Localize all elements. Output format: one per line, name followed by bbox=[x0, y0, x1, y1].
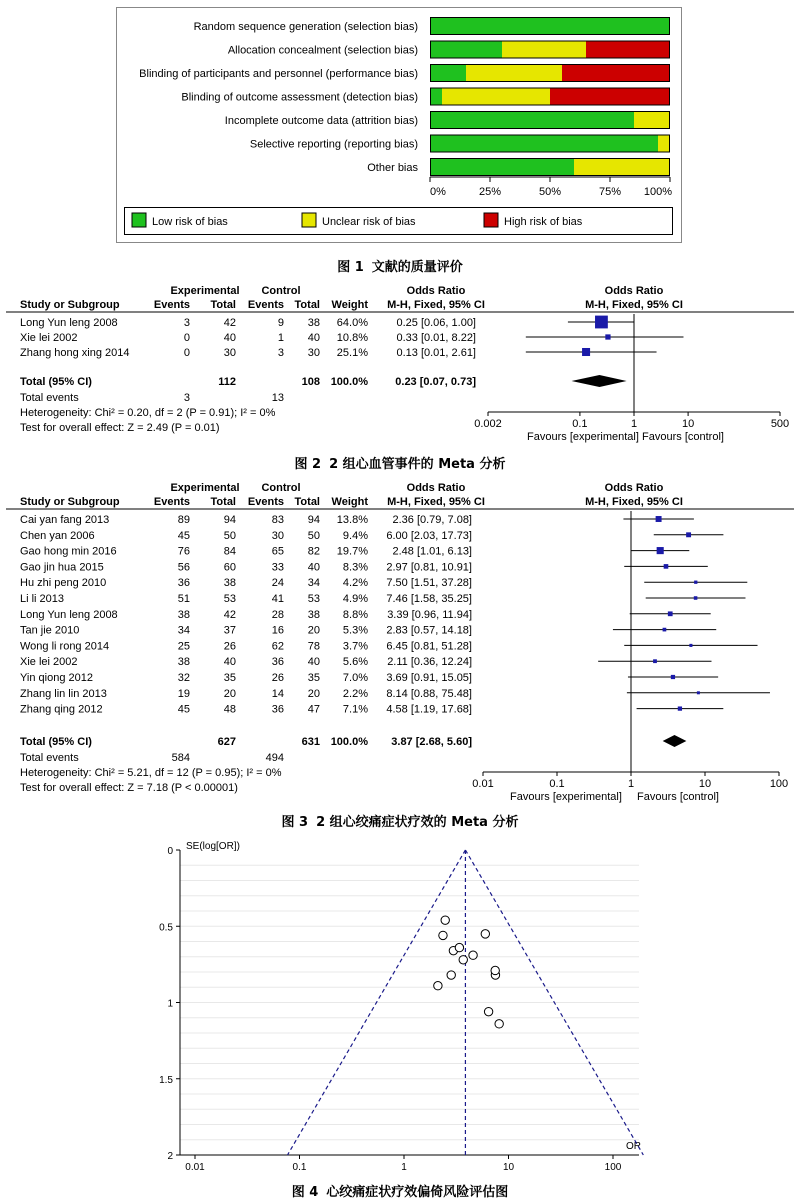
domain-label: Selective reporting (reporting bias) bbox=[249, 138, 418, 151]
c-events: 30 bbox=[271, 529, 284, 542]
axis-tick-label: 0% bbox=[430, 186, 446, 198]
study-marker bbox=[689, 644, 692, 647]
bar-low bbox=[430, 111, 634, 129]
weight: 3.7% bbox=[342, 640, 368, 653]
study-point bbox=[491, 966, 499, 974]
pooled-diamond bbox=[663, 735, 687, 747]
domain-label: Incomplete outcome data (attrition bias) bbox=[224, 115, 418, 127]
bar-low bbox=[430, 158, 574, 176]
study-name: Yin qiong 2012 bbox=[20, 672, 93, 684]
x-tick-label: 0.1 bbox=[292, 1162, 307, 1173]
e-events: 51 bbox=[177, 593, 190, 605]
study-name: Hu zhi peng 2010 bbox=[20, 577, 107, 590]
or-ci: 2.83 [0.57, 14.18] bbox=[386, 624, 472, 637]
study-name: Zhang qing 2012 bbox=[20, 703, 103, 716]
e-total: 20 bbox=[223, 687, 236, 700]
y-tick-label: 1 bbox=[167, 998, 173, 1010]
or-ci: 0.33 [0.01, 8.22] bbox=[396, 332, 476, 344]
e-total: 84 bbox=[223, 545, 236, 558]
e-total: 35 bbox=[223, 672, 236, 684]
c-total-header: Total bbox=[294, 496, 320, 508]
c-events: 28 bbox=[271, 608, 284, 621]
or-ci: 2.97 [0.81, 10.91] bbox=[386, 561, 472, 574]
bar-low bbox=[430, 41, 502, 59]
c-events: 83 bbox=[271, 514, 284, 526]
axis-tick-label: 10 bbox=[698, 778, 712, 790]
e-events: 56 bbox=[177, 561, 190, 574]
y-tick-label: 0.5 bbox=[159, 922, 173, 934]
bar-unclear bbox=[658, 135, 670, 153]
figure1-caption: 图 1 文献的质量评价 bbox=[337, 260, 463, 275]
weight: 8.3% bbox=[342, 561, 368, 574]
weight: 19.7% bbox=[336, 545, 368, 558]
bar-unclear bbox=[634, 111, 670, 129]
study-point bbox=[439, 931, 447, 939]
study-name: Zhang lin lin 2013 bbox=[20, 687, 107, 700]
weight: 25.1% bbox=[336, 347, 368, 359]
or-ci: 7.46 [1.58, 35.25] bbox=[386, 593, 472, 605]
pooled-diamond bbox=[572, 375, 627, 387]
total-weight: 100.0% bbox=[330, 736, 368, 748]
or-col-header: Odds Ratio bbox=[406, 482, 466, 494]
domain-label: Allocation concealment (selection bias) bbox=[227, 44, 418, 57]
axis-tick-label: 100 bbox=[769, 778, 789, 790]
study-point bbox=[441, 916, 449, 924]
overall-effect: Test for overall effect: Z = 2.49 (P = 0.01) bbox=[20, 422, 220, 434]
domain-label: Blinding of outcome assessment (detection bias) bbox=[181, 91, 418, 104]
e-events-header: Events bbox=[153, 299, 190, 311]
heterogeneity: Heterogeneity: Chi² = 0.20, df = 2 (P = 0.91); I² = 0% bbox=[20, 407, 276, 419]
axis-tick-label: 50% bbox=[538, 186, 562, 198]
c-total: 82 bbox=[307, 545, 320, 558]
c-events: 1 bbox=[277, 332, 284, 344]
total-e-total: 627 bbox=[217, 736, 236, 748]
study-marker bbox=[678, 706, 682, 710]
study-point bbox=[434, 982, 442, 990]
or-ci: 6.00 [2.03, 17.73] bbox=[386, 529, 472, 542]
e-total: 60 bbox=[223, 561, 236, 574]
method-header: M-H, Fixed, 95% CI bbox=[387, 496, 485, 508]
study-name: Zhang hong xing 2014 bbox=[20, 347, 130, 359]
c-events: 41 bbox=[271, 593, 284, 605]
total-label: Total (95% CI) bbox=[20, 736, 92, 748]
figure4-caption: 图 4 心绞痛症状疗效偏倚风险评估图 bbox=[291, 1185, 509, 1200]
study-name: Chen yan 2006 bbox=[20, 529, 95, 542]
svg-text:Low risk of bias: Low risk of bias bbox=[152, 216, 228, 228]
study-point bbox=[447, 971, 455, 979]
favours-control: Favours [control] bbox=[637, 791, 719, 803]
x-tick-label: 10 bbox=[502, 1162, 515, 1173]
e-total: 53 bbox=[223, 593, 236, 605]
c-total: 38 bbox=[307, 317, 320, 329]
bar-low bbox=[430, 17, 670, 35]
e-events: 38 bbox=[177, 608, 190, 621]
forest-plot-cardiovascular bbox=[0, 278, 800, 446]
axis-tick-label: 0.1 bbox=[549, 778, 565, 790]
axis-tick-label: 75% bbox=[598, 186, 622, 198]
c-total: 50 bbox=[307, 529, 320, 542]
c-total: 47 bbox=[307, 703, 320, 716]
e-events: 89 bbox=[177, 514, 190, 526]
study-marker bbox=[664, 564, 669, 569]
e-events: 3 bbox=[183, 317, 190, 329]
figure3-caption: 图 3 2 组心绞痛症状疗效的 Meta 分析 bbox=[281, 815, 519, 830]
study-marker bbox=[656, 516, 662, 522]
study-marker bbox=[697, 691, 700, 694]
risk-of-bias-chart bbox=[116, 7, 682, 243]
study-marker bbox=[657, 547, 664, 554]
study-marker bbox=[686, 532, 691, 537]
or-plot-header: Odds Ratio bbox=[604, 285, 664, 297]
c-events: 36 bbox=[271, 656, 284, 669]
domain-label: Random sequence generation (selection bias) bbox=[193, 21, 418, 33]
bar-unclear bbox=[442, 88, 550, 106]
x-tick-label: 0.01 bbox=[185, 1162, 205, 1173]
total-events-e: 584 bbox=[171, 752, 190, 764]
c-events: 65 bbox=[271, 545, 284, 558]
axis-tick-label: 10 bbox=[681, 418, 695, 430]
total-ci: 0.23 [0.07, 0.73] bbox=[395, 376, 476, 388]
weight: 8.8% bbox=[342, 608, 368, 621]
study-header: Study or Subgroup bbox=[20, 496, 120, 508]
y-tick-label: 2 bbox=[167, 1151, 173, 1162]
study-point bbox=[481, 930, 489, 938]
bar-unclear bbox=[502, 41, 586, 59]
or-ci: 2.36 [0.79, 7.08] bbox=[392, 514, 472, 526]
or-ci: 4.58 [1.19, 17.68] bbox=[386, 703, 472, 716]
x-tick-label: 100 bbox=[604, 1162, 622, 1173]
c-events: 14 bbox=[271, 687, 284, 700]
study-name: Xie lei 2002 bbox=[20, 332, 78, 344]
or-ci: 8.14 [0.88, 75.48] bbox=[386, 687, 472, 700]
c-total: 38 bbox=[307, 608, 320, 621]
forest-plot-angina bbox=[0, 475, 800, 805]
axis-tick-label: 0.002 bbox=[474, 418, 502, 430]
c-events: 24 bbox=[271, 577, 284, 590]
e-total: 50 bbox=[223, 529, 236, 542]
study-marker bbox=[668, 611, 673, 616]
c-total: 78 bbox=[307, 640, 320, 653]
favours-experimental: Favours [experimental] bbox=[510, 791, 622, 803]
study-marker bbox=[595, 316, 608, 329]
domain-label: Other bias bbox=[367, 162, 418, 174]
axis-tick-label: 1 bbox=[627, 778, 635, 790]
bar-high bbox=[550, 88, 670, 106]
method-plot-header: M-H, Fixed, 95% CI bbox=[585, 299, 683, 311]
e-events: 32 bbox=[177, 672, 190, 684]
weight: 7.1% bbox=[342, 703, 368, 716]
study-name: Long Yun leng 2008 bbox=[20, 317, 118, 329]
total-label: Total (95% CI) bbox=[20, 376, 92, 388]
e-total: 48 bbox=[223, 703, 236, 716]
total-events-e: 3 bbox=[183, 392, 190, 404]
total-c-total: 108 bbox=[301, 376, 320, 388]
c-events-header: Events bbox=[247, 299, 284, 311]
e-events: 34 bbox=[177, 624, 190, 637]
svg-text:High risk of bias: High risk of bias bbox=[504, 216, 583, 228]
x-tick-label: 1 bbox=[401, 1162, 407, 1173]
c-total: 34 bbox=[307, 577, 320, 590]
or-ci: 2.11 [0.36, 12.24] bbox=[387, 656, 472, 669]
study-name: Tan jie 2010 bbox=[20, 624, 80, 637]
total-e-total: 112 bbox=[218, 376, 236, 388]
c-total: 20 bbox=[307, 624, 320, 637]
c-total: 53 bbox=[307, 593, 320, 605]
c-events: 16 bbox=[271, 624, 284, 637]
axis-tick-label: 1 bbox=[630, 418, 638, 430]
study-name: Li li 2013 bbox=[20, 593, 65, 605]
study-name: Xie lei 2002 bbox=[20, 656, 78, 669]
study-marker bbox=[663, 628, 667, 632]
or-ci: 3.69 [0.91, 15.05] bbox=[386, 672, 472, 684]
control-header: Control bbox=[261, 285, 301, 297]
study-marker bbox=[605, 334, 610, 339]
method-header: M-H, Fixed, 95% CI bbox=[387, 299, 485, 311]
study-marker bbox=[582, 348, 590, 356]
favours-experimental: Favours [experimental] bbox=[527, 431, 639, 443]
weight: 5.6% bbox=[342, 656, 368, 669]
c-total: 20 bbox=[307, 687, 320, 700]
bar-unclear bbox=[466, 64, 562, 82]
c-total: 40 bbox=[307, 656, 320, 669]
weight: 10.8% bbox=[336, 332, 368, 344]
x-axis-label: OR bbox=[626, 1141, 641, 1152]
or-col-header: Odds Ratio bbox=[406, 285, 466, 297]
c-events: 26 bbox=[271, 672, 284, 684]
or-ci: 3.39 [0.96, 11.94] bbox=[387, 608, 472, 621]
weight: 4.2% bbox=[342, 577, 368, 590]
or-ci: 2.48 [1.01, 6.13] bbox=[392, 545, 472, 558]
total-events-c: 494 bbox=[265, 752, 284, 764]
e-events: 36 bbox=[177, 577, 190, 590]
c-total: 30 bbox=[307, 347, 320, 359]
axis-tick-label: 0.1 bbox=[572, 418, 588, 430]
e-events: 45 bbox=[177, 529, 190, 542]
total-events-label: Total events bbox=[20, 752, 79, 764]
overall-effect: Test for overall effect: Z = 7.18 (P < 0.00001) bbox=[20, 782, 238, 794]
experimental-header: Experimental bbox=[170, 482, 240, 494]
weight-header: Weight bbox=[331, 496, 368, 508]
study-point bbox=[469, 951, 477, 959]
weight: 4.9% bbox=[342, 593, 368, 605]
bar-high bbox=[562, 64, 670, 82]
e-events: 25 bbox=[177, 640, 190, 653]
weight: 5.3% bbox=[342, 624, 368, 637]
or-ci: 7.50 [1.51, 37.28] bbox=[386, 577, 472, 590]
e-events-header: Events bbox=[153, 496, 190, 508]
domain-label: Blinding of participants and personnel (performance bias) bbox=[139, 68, 418, 80]
study-point bbox=[484, 1007, 492, 1015]
e-total: 40 bbox=[223, 656, 236, 669]
c-total: 40 bbox=[307, 332, 320, 344]
e-total: 42 bbox=[223, 317, 236, 329]
study-point bbox=[459, 956, 467, 964]
c-events: 62 bbox=[271, 640, 284, 653]
study-name: Long Yun leng 2008 bbox=[20, 608, 118, 621]
study-marker bbox=[694, 581, 697, 584]
e-total: 37 bbox=[223, 624, 236, 637]
axis-tick-label: 0.01 bbox=[472, 778, 494, 790]
or-ci: 6.45 [0.81, 51.28] bbox=[386, 640, 472, 653]
c-events-header: Events bbox=[247, 496, 284, 508]
funnel-plot bbox=[120, 835, 680, 1175]
e-total: 26 bbox=[223, 640, 236, 653]
axis-tick-label: 100% bbox=[643, 186, 672, 198]
e-total-header: Total bbox=[210, 299, 236, 311]
or-ci: 0.25 [0.06, 1.00] bbox=[396, 317, 476, 329]
c-total-header: Total bbox=[294, 299, 320, 311]
weight: 9.4% bbox=[342, 529, 368, 542]
total-ci: 3.87 [2.68, 5.60] bbox=[391, 736, 472, 748]
total-weight: 100.0% bbox=[330, 376, 368, 388]
e-events: 45 bbox=[177, 703, 190, 716]
e-events: 0 bbox=[183, 347, 190, 359]
or-ci: 0.13 [0.01, 2.61] bbox=[396, 347, 476, 359]
e-total: 94 bbox=[223, 514, 236, 526]
legend-low bbox=[132, 213, 228, 228]
bar-low bbox=[430, 135, 658, 153]
svg-text:Unclear risk of bias: Unclear risk of bias bbox=[322, 216, 416, 228]
study-name: Cai yan fang 2013 bbox=[20, 514, 110, 526]
study-header: Study or Subgroup bbox=[20, 299, 120, 311]
c-total: 94 bbox=[307, 514, 320, 526]
study-point bbox=[455, 943, 463, 951]
study-point bbox=[495, 1020, 503, 1028]
c-events: 36 bbox=[271, 703, 284, 716]
total-c-total: 631 bbox=[301, 736, 320, 748]
bar-low bbox=[430, 88, 442, 106]
study-marker bbox=[653, 659, 657, 663]
weight-header: Weight bbox=[331, 299, 368, 311]
e-total: 30 bbox=[223, 347, 236, 359]
e-events: 0 bbox=[183, 332, 190, 344]
bar-low bbox=[430, 64, 466, 82]
c-events: 33 bbox=[271, 561, 284, 574]
weight: 64.0% bbox=[336, 317, 368, 329]
total-events-label: Total events bbox=[20, 392, 79, 404]
figure2-caption: 图 2 2 组心血管事件的 Meta 分析 bbox=[294, 457, 506, 472]
or-plot-header: Odds Ratio bbox=[604, 482, 664, 494]
favours-control: Favours [control] bbox=[642, 431, 724, 443]
study-marker bbox=[671, 675, 675, 679]
axis-tick-label: 25% bbox=[478, 186, 502, 198]
total-events-c: 13 bbox=[271, 392, 284, 404]
e-events: 19 bbox=[177, 687, 190, 700]
y-tick-label: 1.5 bbox=[159, 1074, 173, 1086]
weight: 2.2% bbox=[342, 687, 368, 700]
bar-unclear bbox=[574, 158, 670, 176]
study-name: Gao jin hua 2015 bbox=[20, 561, 104, 574]
e-total: 38 bbox=[223, 577, 236, 590]
control-header: Control bbox=[261, 482, 301, 494]
y-axis-label: SE(log[OR]) bbox=[186, 841, 240, 852]
weight: 13.8% bbox=[336, 514, 368, 526]
c-total: 35 bbox=[307, 672, 320, 684]
c-events: 3 bbox=[277, 347, 284, 359]
weight: 7.0% bbox=[342, 672, 368, 684]
method-plot-header: M-H, Fixed, 95% CI bbox=[585, 496, 683, 508]
e-total: 42 bbox=[223, 608, 236, 621]
y-tick-label: 0 bbox=[167, 846, 173, 857]
study-name: Gao hong min 2016 bbox=[20, 545, 117, 558]
e-total: 40 bbox=[223, 332, 236, 344]
c-events: 9 bbox=[277, 317, 284, 329]
study-name: Wong li rong 2014 bbox=[20, 640, 110, 653]
experimental-header: Experimental bbox=[170, 285, 240, 297]
e-events: 76 bbox=[177, 545, 190, 558]
study-marker bbox=[694, 596, 698, 600]
e-events: 38 bbox=[177, 656, 190, 669]
bar-high bbox=[586, 41, 670, 59]
e-total-header: Total bbox=[210, 496, 236, 508]
heterogeneity: Heterogeneity: Chi² = 5.21, df = 12 (P = 0.95); I² = 0% bbox=[20, 767, 282, 779]
axis-tick-label: 500 bbox=[770, 418, 790, 430]
c-total: 40 bbox=[307, 561, 320, 574]
